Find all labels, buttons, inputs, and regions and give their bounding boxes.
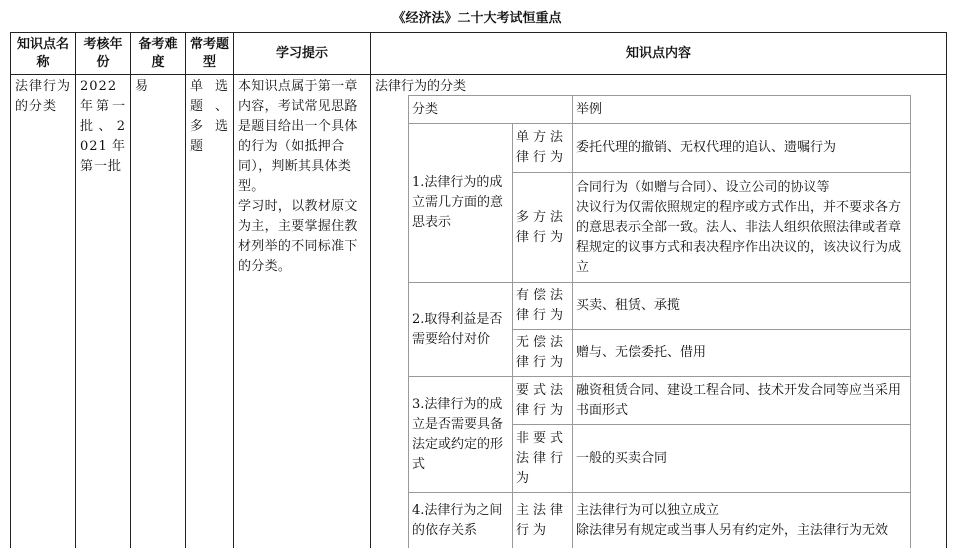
example-line: 决议行为仅需依照规定的程序或方式作出，并不要求各方的意思表示全部一致。法人、非法人组织依照法律或者章程规定的议事方式和表决程序作出决议的，该决议行为成立	[576, 199, 902, 275]
example: 融资租赁合同、建设工程合同、技术开发合同等应当采用书面形式	[572, 376, 911, 425]
type-label: 非要式法律行为	[512, 424, 573, 493]
header-tip: 学习提示	[233, 32, 371, 75]
header-year: 考核年份	[75, 32, 131, 75]
example: 一般的买卖合同	[572, 424, 911, 493]
type-label: 主法律行为	[512, 492, 573, 548]
type-label: 单方法律行为	[512, 123, 573, 173]
header-difficulty: 备考难度	[130, 32, 186, 75]
type-label: 多方法律行为	[512, 172, 573, 283]
group-label: 1.法律行为的成立需几方面的意思表示	[408, 123, 513, 283]
type-label: 要式法律行为	[512, 376, 573, 425]
example-line: 主法律行为可以独立成立	[576, 502, 720, 518]
example: 委托代理的撤销、无权代理的追认、遗嘱行为	[572, 123, 911, 173]
tip-text-2: 学习时，以教材原文为主，主要掌握住教材列举的不同标准下的分类。	[238, 199, 358, 274]
group-label: 3.法律行为的成立是否需要具备法定或约定的形式	[408, 376, 513, 493]
cell-year: 2022年第一批、2021年第一批	[75, 74, 131, 548]
cell-difficulty: 易	[130, 74, 186, 548]
example: 赠与、无偿委托、借用	[572, 329, 911, 377]
example-line: 除法律另有规定或当事人另有约定外，主法律行为无效	[576, 522, 889, 538]
header-content: 知识点内容	[370, 32, 947, 75]
group-label: 2.取得利益是否需要给付对价	[408, 282, 513, 377]
cell-tip	[233, 74, 371, 548]
content-title: 法律行为的分类	[375, 79, 467, 94]
cell-name: 法律行为的分类	[10, 74, 76, 548]
header-type: 常考题型	[185, 32, 234, 75]
example	[572, 492, 911, 548]
example-line: 合同行为（如赠与合同）、设立公司的协议等	[576, 179, 830, 195]
group-label: 4.法律行为之间的依存关系	[408, 492, 513, 548]
inner-header-category: 分类	[408, 95, 573, 124]
type-label: 无偿法律行为	[512, 329, 573, 377]
document-title: 《经济法》二十大考试恒重点	[392, 11, 562, 26]
tip-text-1: 本知识点属于第一章内容，考试常见思路是题目给出一个具体的行为（如抵押合同），判断其具体类型。	[238, 79, 358, 194]
cell-type: 单选题、多选题	[185, 74, 234, 548]
example: 买卖、租赁、承揽	[572, 282, 911, 330]
inner-header-example: 举例	[572, 95, 911, 124]
type-label: 有偿法律行为	[512, 282, 573, 330]
header-name: 知识点名称	[10, 32, 76, 75]
example	[572, 172, 911, 283]
